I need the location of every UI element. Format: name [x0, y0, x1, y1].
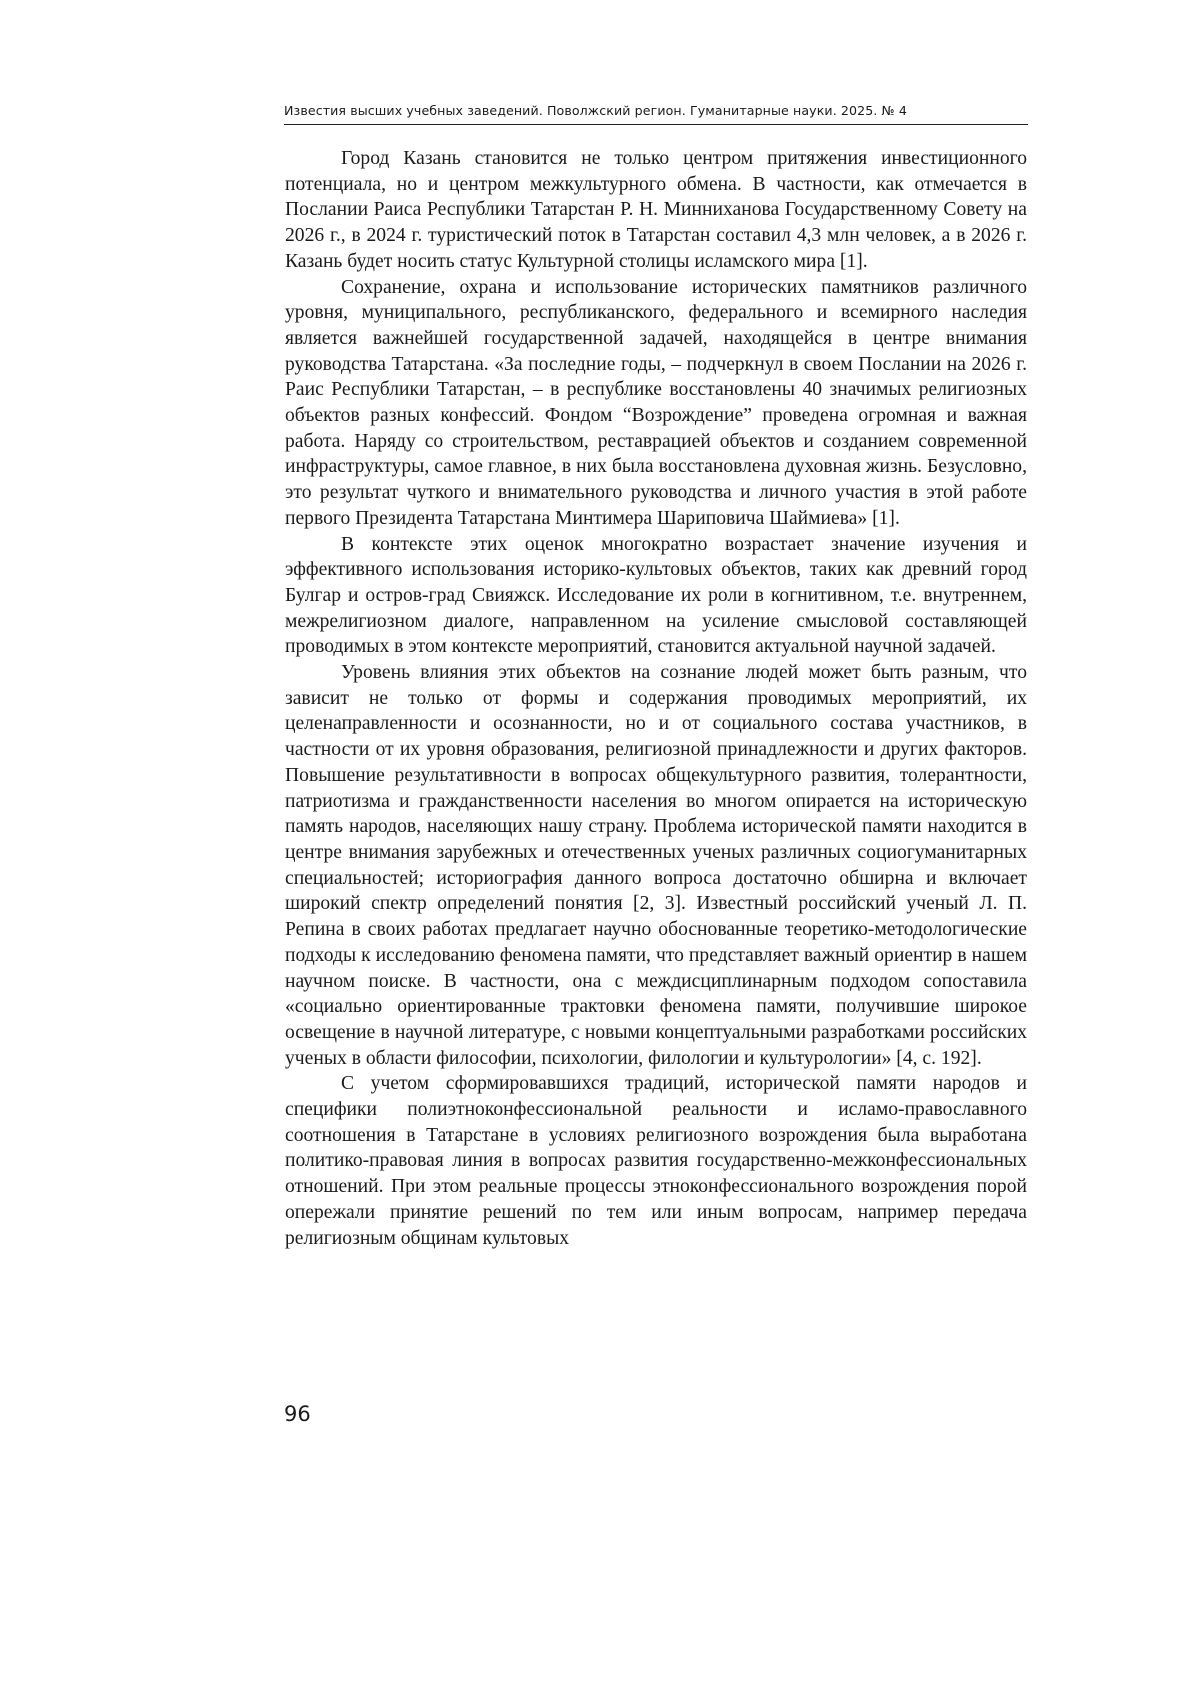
paragraph-4: Уровень влияния этих объектов на сознание людей может быть разным, что зависит не только от формы и содержания проводимых мероприятий, их целенаправленности и осознанности, но и от социального состава участников, в частности от их уровня образования, религиозной принадлежности и других факторов. Повышение результативности в вопросах общекультурного развития, толерантности, патриотизма и гражданственности населения во многом опирается на историческую память народов, населяющих нашу страну. Проблема исторической памяти находится в центре внимания зарубежных и отечественных ученых различных социогуманитарных специальностей; историография данного вопроса достаточно обширна и включает широкий спектр определений понятия [2, 3]. Известный российский ученый Л. П. Репина в своих работах предлагает научно обоснованные теоретико-методологические подходы к исследованию феномена памяти, что представляет важный ориентир в нашем научном поиске. В частности, она с междисциплинарным подходом сопоставила «социально ориентированные трактовки феномена памяти, получившие широкое освещение в научной литературе, с новыми концептуальными разработками российских ученых в области философии, психологии, филологии и культурологии» [4, с. 192].: [285, 662, 1027, 1069]
paragraph-2: Сохранение, охрана и использование исторических памятников различного уровня, муниципального, республиканского, федерального и всемирного наследия является важнейшей государственной задачей, находящейся в центре внимания руководства Татарстана. «За последние годы, – подчеркнул в своем Послании на 2026 г. Раис Республики Татарстан, – в республике восстановлены 40 значимых религиозных объектов разных конфессий. Фондом “Возрождение” проведена огромная и важная работа. Наряду со строительством, реставрацией объектов и созданием современной инфраструктуры, самое главное, в них была восстановлена духовная жизнь. Безусловно, это результат чуткого и внимательного руководства и личного участия в этой работе первого Президента Татарстана Минтимера Шариповича Шаймиева» [1].: [285, 276, 1027, 529]
page-number: 96: [284, 1402, 311, 1426]
paragraph-3: В контексте этих оценок многократно возрастает значение изучения и эффективного использования историко-культовых объектов, таких как древний город Булгар и остров-град Свияжск. Исследование их роли в когнитивном, т.е. внутреннем, межрелигиозном диалоге, направленном на усиление смысловой составляющей проводимых в этом контексте мероприятий, становится актуальной научной задачей.: [285, 533, 1027, 658]
running-header: Известия высших учебных заведений. Поволжский регион. Гуманитарные науки. 2025. № 4: [284, 103, 907, 118]
paragraph-1: Город Казань становится не только центром притяжения инвестиционного потенциала, но и центром межкультурного обмена. В частности, как отмечается в Послании Раиса Республики Татарстан Р. Н. Минниханова Государственному Совету на 2026 г., в 2024 г. туристический поток в Татарстан составил 4,3 млн человек, а в 2026 г. Казань будет носить статус Культурной столицы исламского мира [1].: [285, 148, 1027, 272]
header-divider: [284, 124, 1028, 125]
article-body: [285, 146, 1027, 1251]
paragraph-5: С учетом сформировавшихся традиций, исторической памяти народов и специфики полиэтноконфессиональной реальности и исламо-православного соотношения в Татарстане в условиях религиозного возрождения была выработана политико-правовая линия в вопросах развития государственно-межконфессиональных отношений. При этом реальные процессы этноконфессионального возрождения порой опережали принятие решений по тем или иным вопросам, например передача религиозным общинам культовых: [285, 1073, 1027, 1249]
